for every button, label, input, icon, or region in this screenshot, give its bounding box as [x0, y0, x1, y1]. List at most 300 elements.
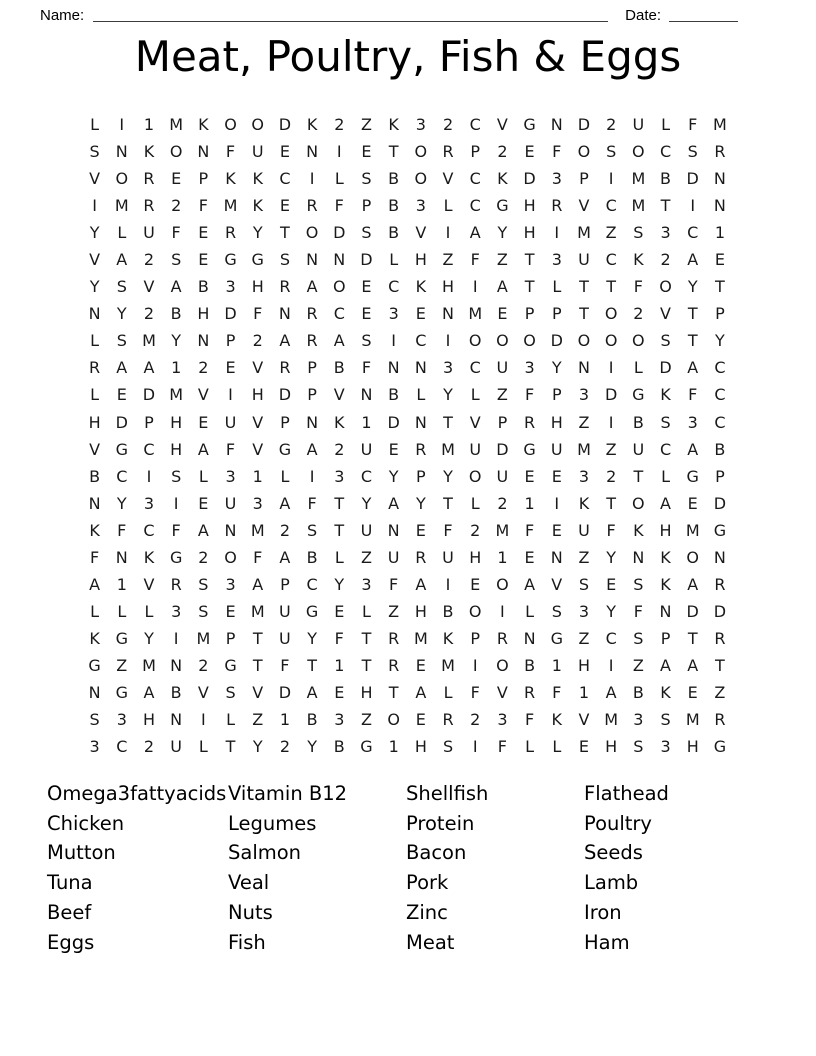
grid-cell: K	[225, 169, 236, 189]
grid-cell: 3	[633, 710, 644, 730]
grid-cell: L	[661, 115, 670, 135]
word-item: Pork	[406, 871, 449, 895]
grid-cell: B	[714, 439, 726, 459]
grid-cell: A	[279, 547, 291, 567]
grid-cell: F	[389, 574, 399, 594]
grid-cell: 3	[415, 196, 426, 216]
grid-cell: A	[415, 574, 427, 594]
grid-cell: E	[578, 737, 590, 757]
grid-cell: 3	[442, 358, 454, 378]
grid-cell: M	[685, 710, 700, 730]
grid-cell: M	[223, 196, 238, 216]
grid-cell: C	[415, 331, 427, 351]
grid-cell: B	[524, 655, 536, 675]
grid-cell: N	[659, 601, 672, 621]
grid-row	[81, 192, 734, 219]
grid-cell: Y	[252, 737, 263, 757]
grid-cell: V	[89, 250, 101, 270]
grid-cell: L	[90, 385, 100, 405]
grid-cell: P	[144, 412, 154, 432]
word-item: Nuts	[228, 900, 273, 924]
grid-cell: 2	[171, 196, 182, 216]
grid-cell: Z	[578, 547, 590, 567]
grid-cell: F	[225, 142, 236, 162]
word-item: Seeds	[584, 841, 643, 865]
grid-cell: 3	[171, 601, 182, 621]
grid-cell: 3	[89, 737, 100, 757]
grid-cell: K	[198, 115, 209, 135]
grid-cell: P	[307, 358, 317, 378]
grid-cell: O	[604, 304, 618, 324]
grid-cell: 1	[551, 655, 562, 675]
grid-cell: N	[713, 547, 726, 567]
grid-cell: L	[198, 466, 208, 486]
grid-cell: N	[442, 304, 455, 324]
word-item: Zinc	[406, 900, 448, 924]
grid-cell: 2	[660, 250, 671, 270]
grid-row	[81, 219, 734, 246]
grid-cell: Z	[360, 710, 372, 730]
grid-cell: I	[119, 115, 125, 135]
grid-cell: H	[550, 412, 563, 432]
grid-cell: G	[305, 601, 319, 621]
grid-cell: L	[416, 385, 426, 405]
grid-cell: N	[550, 115, 563, 135]
grid-cell: K	[334, 412, 345, 432]
grid-row	[81, 490, 734, 517]
grid-cell: A	[388, 493, 400, 513]
grid-cell: I	[173, 493, 179, 513]
grid-cell: A	[279, 331, 291, 351]
grid-cell: L	[443, 683, 453, 702]
grid-cell: A	[89, 574, 101, 594]
grid-cell: C	[360, 466, 373, 486]
grid-cell: G	[251, 250, 264, 270]
grid-cell: M	[169, 115, 184, 135]
grid-cell: 3	[524, 358, 535, 378]
grid-cell: B	[170, 683, 182, 702]
word-item: Ham	[584, 930, 630, 954]
grid-cell: 3	[225, 277, 236, 297]
word-item: Lamb	[584, 871, 639, 895]
word-item: Legumes	[228, 811, 317, 835]
grid-cell: E	[334, 601, 345, 621]
grid-cell: E	[361, 277, 372, 297]
grid-cell: B	[388, 169, 400, 189]
grid-cell: I	[92, 196, 97, 216]
grid-cell: E	[524, 142, 535, 162]
grid-cell: K	[660, 683, 671, 702]
grid-cell: B	[170, 304, 182, 324]
grid-cell: R	[442, 710, 454, 730]
grid-cell: 1	[714, 223, 725, 243]
grid-cell: 1	[361, 412, 372, 432]
grid-row	[81, 354, 734, 381]
grid-cell: S	[606, 142, 617, 162]
grid-cell: I	[445, 574, 451, 594]
grid-cell: L	[90, 601, 100, 621]
grid-cell: E	[524, 547, 535, 567]
grid-cell: Y	[307, 737, 317, 757]
grid-cell: H	[170, 439, 183, 459]
grid-cell: Y	[334, 574, 345, 594]
grid-cell: F	[606, 520, 616, 540]
grid-cell: K	[143, 547, 155, 567]
grid-cell: D	[115, 412, 128, 432]
grid-cell: U	[578, 520, 590, 540]
grid-cell: P	[470, 142, 481, 162]
grid-cell: Y	[388, 466, 399, 486]
grid-cell: N	[197, 142, 210, 162]
grid-cell: Y	[443, 385, 453, 405]
grid-cell: V	[496, 683, 508, 702]
grid-cell: M	[577, 223, 591, 243]
grid-cell: 3	[578, 601, 590, 621]
grid-cell: 1	[143, 115, 155, 135]
grid-cell: Z	[388, 601, 400, 621]
grid-cell: C	[469, 358, 481, 378]
grid-cell: E	[497, 304, 508, 324]
grid-cell: H	[360, 683, 373, 702]
grid-cell: Y	[361, 493, 372, 513]
grid-cell: H	[686, 737, 699, 757]
date-label: Date:	[625, 7, 661, 24]
grid-cell: Y	[415, 493, 426, 513]
grid-cell: 1	[497, 547, 508, 567]
grid-cell: R	[442, 142, 454, 162]
grid-cell: V	[89, 439, 101, 459]
word-item: Fish	[228, 930, 266, 954]
grid-cell: S	[633, 628, 644, 648]
grid-cell: H	[414, 250, 427, 270]
grid-cell: M	[631, 169, 646, 189]
grid-cell: Z	[496, 250, 508, 270]
grid-row	[81, 138, 734, 165]
grid-cell: S	[171, 250, 182, 270]
grid-cell: 3	[578, 466, 590, 486]
grid-cell: C	[714, 385, 726, 405]
grid-cell: G	[550, 628, 563, 648]
grid-cell: P	[524, 304, 535, 324]
grid-cell: N	[306, 412, 319, 432]
grid-cell: A	[660, 655, 671, 675]
grid-cell: H	[197, 304, 210, 324]
grid-cell: R	[279, 277, 291, 297]
grid-cell: A	[687, 439, 699, 459]
grid-cell: L	[661, 466, 670, 486]
grid-cell: 3	[334, 466, 345, 486]
grid-cell: 3	[252, 493, 263, 513]
grid-cell: A	[605, 683, 617, 702]
grid-cell: 3	[578, 385, 590, 405]
grid-cell: E	[198, 223, 209, 243]
grid-cell: S	[116, 277, 127, 297]
grid-cell: D	[713, 493, 727, 513]
grid-cell: 2	[279, 737, 290, 757]
grid-cell: T	[579, 304, 589, 324]
grid-cell: N	[170, 710, 183, 730]
grid-cell: N	[224, 520, 237, 540]
grid-cell: R	[415, 547, 427, 567]
grid-cell: S	[551, 601, 562, 621]
grid-cell: U	[251, 142, 264, 162]
grid-cell: H	[577, 655, 590, 675]
grid-cell: E	[470, 574, 481, 594]
grid-cell: 1	[116, 574, 127, 594]
grid-cell: O	[224, 115, 237, 135]
grid-cell: Z	[360, 547, 372, 567]
grid-cell: V	[252, 683, 264, 702]
grid-cell: N	[170, 655, 183, 675]
grid-cell: I	[554, 223, 560, 243]
grid-cell: P	[307, 385, 317, 405]
grid-cell: S	[198, 574, 209, 594]
grid-cell: K	[252, 169, 263, 189]
grid-cell: T	[225, 737, 236, 757]
grid-cell: 3	[225, 574, 236, 594]
grid-cell: 2	[143, 737, 155, 757]
grid-cell: E	[361, 304, 372, 324]
grid-cell: A	[116, 250, 128, 270]
grid-cell: L	[117, 601, 127, 621]
grid-cell: S	[116, 331, 127, 351]
grid-cell: G	[115, 439, 128, 459]
grid-cell: P	[660, 628, 671, 648]
grid-cell: L	[389, 250, 399, 270]
grid-cell: 3	[116, 710, 127, 730]
grid-cell: N	[88, 683, 101, 702]
grid-cell: R	[714, 574, 726, 594]
grid-cell: P	[470, 628, 481, 648]
grid-cell: F	[361, 358, 372, 378]
grid-cell: D	[686, 169, 699, 189]
grid-cell: E	[415, 520, 426, 540]
grid-cell: E	[606, 574, 617, 594]
grid-cell: V	[551, 574, 563, 594]
grid-cell: T	[280, 223, 290, 243]
word-item: Poultry	[584, 811, 652, 835]
grid-cell: Z	[632, 655, 644, 675]
grid-cell: R	[306, 304, 318, 324]
grid-cell: G	[523, 439, 536, 459]
grid-row	[81, 300, 734, 327]
grid-cell: L	[334, 169, 344, 189]
grid-cell: P	[497, 412, 508, 432]
word-search-grid	[81, 111, 734, 760]
grid-cell: Z	[578, 628, 590, 648]
grid-cell: U	[170, 737, 183, 757]
grid-cell: S	[89, 710, 100, 730]
grid-cell: U	[224, 493, 237, 513]
grid-cell: V	[252, 439, 264, 459]
worksheet-header	[40, 7, 738, 24]
grid-cell: I	[309, 466, 315, 486]
grid-cell: E	[388, 439, 399, 459]
grid-row	[81, 463, 734, 490]
grid-cell: N	[115, 547, 128, 567]
grid-cell: E	[687, 493, 698, 513]
grid-cell: Z	[442, 250, 454, 270]
word-item: Chicken	[47, 811, 125, 835]
grid-cell: O	[632, 493, 645, 513]
grid-cell: K	[633, 250, 644, 270]
grid-cell: M	[250, 601, 265, 621]
grid-cell: O	[115, 169, 129, 189]
grid-cell: K	[633, 520, 644, 540]
word-item: Bacon	[406, 841, 467, 865]
word-list	[0, 779, 816, 969]
grid-cell: E	[524, 466, 535, 486]
grid-cell: F	[633, 601, 643, 621]
grid-cell: O	[604, 331, 618, 351]
grid-cell: G	[713, 520, 727, 540]
grid-cell: P	[225, 628, 236, 648]
grid-cell: U	[360, 520, 373, 540]
grid-cell: R	[224, 223, 237, 243]
grid-cell: F	[89, 547, 100, 567]
grid-cell: L	[633, 358, 643, 378]
grid-cell: N	[333, 250, 346, 270]
date-fill-line	[669, 20, 738, 22]
grid-cell: D	[577, 115, 591, 135]
grid-cell: E	[714, 250, 725, 270]
grid-cell: C	[388, 277, 400, 297]
grid-cell: K	[89, 628, 100, 648]
grid-cell: T	[361, 628, 372, 648]
grid-cell: T	[606, 493, 617, 513]
grid-cell: Z	[496, 385, 508, 405]
grid-cell: G	[224, 250, 237, 270]
grid-cell: I	[472, 737, 478, 757]
grid-cell: 1	[524, 493, 535, 513]
grid-cell: M	[250, 520, 265, 540]
word-list-column	[406, 779, 488, 957]
grid-cell: D	[333, 223, 346, 243]
grid-cell: M	[604, 710, 619, 730]
grid-cell: G	[713, 737, 727, 757]
grid-cell: G	[523, 115, 536, 135]
grid-cell: N	[550, 547, 563, 567]
grid-cell: C	[605, 628, 617, 648]
grid-row	[81, 436, 734, 463]
grid-cell: L	[334, 547, 344, 567]
grid-cell: R	[279, 358, 291, 378]
grid-cell: H	[469, 547, 482, 567]
grid-cell: 2	[442, 115, 454, 135]
grid-row	[81, 273, 734, 300]
grid-cell: K	[497, 169, 508, 189]
grid-cell: N	[88, 493, 101, 513]
grid-cell: I	[500, 601, 505, 621]
grid-cell: Z	[578, 412, 590, 432]
grid-cell: I	[336, 142, 342, 162]
grid-cell: T	[443, 493, 453, 513]
grid-cell: U	[442, 547, 454, 567]
grid-cell: L	[90, 115, 100, 135]
grid-cell: C	[333, 304, 345, 324]
grid-cell: R	[714, 142, 726, 162]
grid-cell: 3	[388, 304, 399, 324]
grid-cell: F	[225, 439, 236, 459]
grid-cell: S	[660, 331, 671, 351]
grid-cell: F	[633, 277, 643, 297]
grid-cell: C	[659, 439, 672, 459]
grid-cell: R	[306, 331, 318, 351]
grid-cell: I	[472, 277, 478, 297]
grid-cell: H	[523, 223, 536, 243]
grid-cell: 2	[198, 358, 209, 378]
grid-cell: F	[117, 520, 127, 540]
grid-cell: B	[442, 601, 454, 621]
grid-cell: O	[496, 574, 509, 594]
grid-cell: P	[361, 196, 372, 216]
grid-cell: V	[197, 385, 209, 405]
grid-cell: T	[660, 196, 671, 216]
grid-cell: E	[551, 520, 562, 540]
grid-cell: 2	[279, 520, 290, 540]
grid-cell: Y	[307, 628, 317, 648]
grid-cell: F	[524, 710, 535, 730]
grid-row	[81, 165, 734, 192]
grid-cell: F	[688, 385, 698, 405]
grid-cell: C	[116, 737, 128, 757]
word-item: Flathead	[584, 782, 669, 805]
grid-cell: U	[279, 601, 291, 621]
grid-cell: B	[632, 412, 644, 432]
grid-cell: P	[579, 169, 589, 189]
grid-cell: I	[200, 710, 206, 730]
grid-cell: L	[362, 601, 371, 621]
grid-cell: N	[414, 358, 427, 378]
grid-cell: A	[469, 223, 481, 243]
grid-cell: G	[115, 683, 128, 702]
grid-cell: G	[496, 196, 509, 216]
grid-cell: K	[252, 196, 263, 216]
grid-cell: B	[388, 385, 400, 405]
grid-cell: I	[608, 412, 614, 432]
grid-cell: C	[659, 142, 672, 162]
grid-cell: O	[496, 331, 509, 351]
word-item: Protein	[406, 811, 475, 835]
grid-cell: U	[632, 115, 645, 135]
grid-cell: I	[608, 169, 614, 189]
grid-cell: N	[360, 385, 373, 405]
name-label: Name:	[40, 7, 85, 24]
grid-cell: G	[115, 628, 128, 648]
grid-cell: O	[686, 547, 700, 567]
grid-cell: A	[252, 574, 264, 594]
grid-cell: E	[551, 466, 562, 486]
grid-cell: A	[415, 683, 427, 702]
grid-cell: K	[89, 520, 100, 540]
grid-row	[81, 598, 734, 625]
grid-cell: I	[391, 331, 397, 351]
grid-cell: S	[578, 574, 590, 594]
grid-cell: T	[252, 655, 263, 675]
grid-cell: T	[443, 412, 453, 432]
grid-cell: O	[251, 115, 265, 135]
grid-cell: N	[387, 520, 400, 540]
grid-cell: V	[578, 196, 590, 216]
word-item: Shellfish	[406, 782, 489, 805]
grid-cell: T	[633, 466, 644, 486]
grid-cell: M	[441, 655, 455, 675]
grid-cell: 3	[687, 412, 698, 432]
grid-cell: O	[577, 331, 591, 351]
grid-cell: T	[388, 142, 399, 162]
grid-cell: N	[632, 547, 645, 567]
grid-cell: O	[332, 277, 346, 297]
